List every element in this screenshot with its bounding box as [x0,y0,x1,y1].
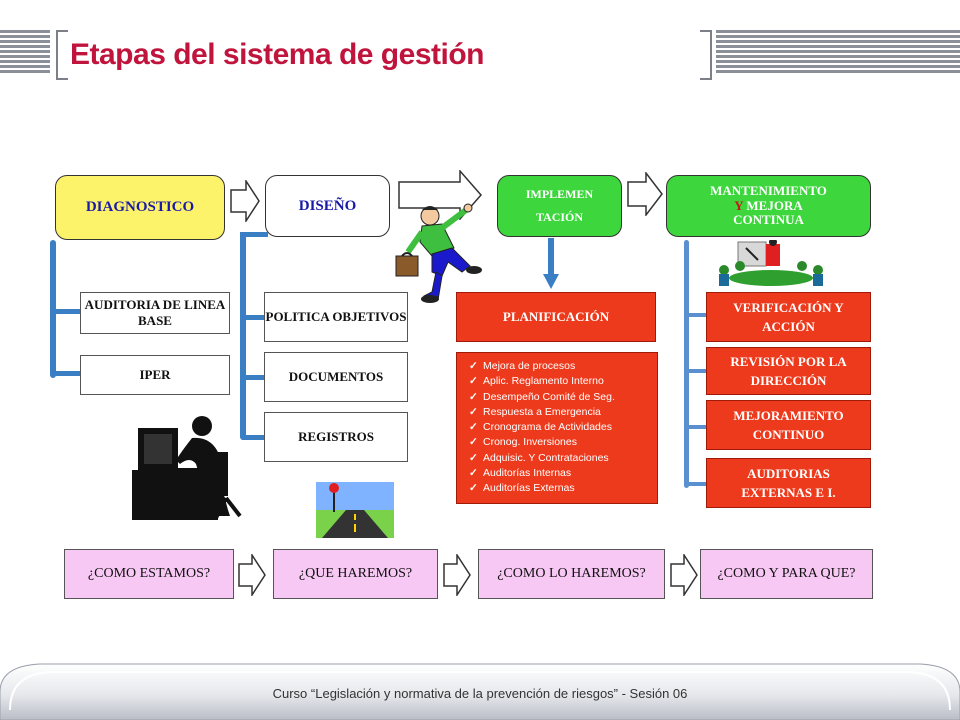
road-stop-sign-illustration [316,482,394,538]
planificacion-item [469,359,649,374]
check-icon: ✓ [469,360,478,372]
stage-mantenimiento-line1: MANTENIMIENTO [710,182,827,198]
stage-diagnostico-label: DIAGNOSTICO [85,199,195,215]
arrow-question-1-to-2 [238,554,266,596]
item-registros: REGISTROS [264,412,408,462]
connector-diseno-documentos [242,375,264,380]
header-stripes-right [716,30,960,74]
question-que-haremos: ¿QUE HAREMOS? [273,549,438,599]
planificacion-item-text: Adquisic. Y Contrataciones [483,451,609,464]
check-icon: ✓ [469,436,478,449]
planificacion-item [469,481,649,496]
item-politica-objetivos: POLITICA OBJETIVOS [264,292,408,342]
stage-implementacion-line2: TACIÓN [535,210,584,224]
stage-diseno [265,175,390,237]
planificacion-item [469,405,649,420]
connector-mant-4 [686,482,706,486]
header-stripes-left [0,30,50,74]
check-icon: ✓ [469,451,478,464]
stage-implementacion [497,175,622,237]
planificacion-item-text: Respuesta a Emergencia [483,405,601,418]
item-verificacion-accion: VERIFICACIÓN Y ACCIÓN [706,292,871,342]
item-auditoria-linea-base: AUDITORIA DE LINEA BASE [80,292,230,334]
stage-mantenimiento-line3: CONTINUA [733,212,804,228]
title-bracket-left [56,30,68,80]
title-bracket-right [700,30,712,80]
check-icon: ✓ [469,467,478,480]
connector-diseno-politica [242,315,264,320]
running-businessman-illustration [392,196,502,304]
check-icon: ✓ [469,390,478,403]
footer-caption: Curso “Legislación y normativa de la prevención de riesgos” - Sesión 06 [272,686,688,701]
planificacion-items [469,359,649,497]
stage-diseno-label: DISEÑO [298,197,357,214]
planificacion-item-text: Desempeño Comité de Seg. [483,390,615,403]
item-auditorias-externas: AUDITORIAS EXTERNAS E I. [706,458,871,508]
planificacion-box: PLANIFICACIÓN [456,292,656,342]
stage-diagnostico [55,175,225,240]
arrow-question-3-to-4 [670,554,698,596]
footer-band [0,650,960,720]
check-icon: ✓ [469,405,478,418]
planificacion-item-text: Cronog. Inversiones [483,436,577,449]
item-documentos: DOCUMENTOS [264,352,408,402]
planificacion-item-text: Mejora de procesos [483,360,576,372]
connector-mant-2 [686,369,706,373]
stage-implementacion-line1: IMPLEMEN [525,187,594,202]
connector-diagnostico-auditoria [52,309,80,314]
check-icon: ✓ [469,482,478,495]
item-iper: IPER [80,355,230,395]
planificacion-item [469,466,649,481]
connector-diagnostico-iper [52,371,80,376]
planificacion-item [469,390,649,405]
stage-mantenimiento-line2 [734,199,803,214]
question-como-y-para-que: ¿COMO Y PARA QUE? [700,549,873,599]
arrow-question-2-to-3 [443,554,471,596]
question-como-estamos: ¿COMO ESTAMOS? [64,549,234,599]
connector-mant-1 [686,313,706,317]
arrow-diagnostico-to-diseno [230,180,260,222]
item-revision-direccion: REVISIÓN POR LA DIRECCIÓN [706,347,871,395]
planificacion-item [469,435,649,450]
check-icon: ✓ [469,375,478,388]
question-como-lo-haremos: ¿COMO LO HAREMOS? [478,549,665,599]
planificacion-item [469,374,649,389]
person-at-computer-illustration [130,412,245,522]
connector-diseno-top [240,232,268,237]
connector-diseno-registros [242,435,264,440]
stage-mantenimiento-y: Y [734,197,744,213]
stage-mantenimiento-mejora: MEJORA [743,197,803,213]
planificacion-item-text: Aplic. Reglamento Interno [483,375,604,388]
arrow-implementacion-down [543,238,559,290]
item-mejoramiento-continuo: MEJORAMIENTO CONTINUO [706,400,871,450]
planificacion-item-text: Auditorías Externas [483,482,575,495]
planificacion-item-text: Cronograma de Actividades [483,421,612,434]
check-icon: ✓ [469,421,478,434]
connector-mantenimiento [684,240,689,488]
planificacion-item [469,451,649,466]
meeting-illustration [716,240,826,288]
connector-diseno [240,232,246,440]
stage-mantenimiento [666,175,871,237]
arrow-implementacion-to-mantenimiento [627,172,663,216]
connector-mant-3 [686,425,706,429]
planificacion-item [469,420,649,435]
planificacion-item-text: Auditorías Internas [483,467,572,480]
page-title: Etapas del sistema de gestión [70,38,484,71]
planificacion-list [456,352,658,504]
